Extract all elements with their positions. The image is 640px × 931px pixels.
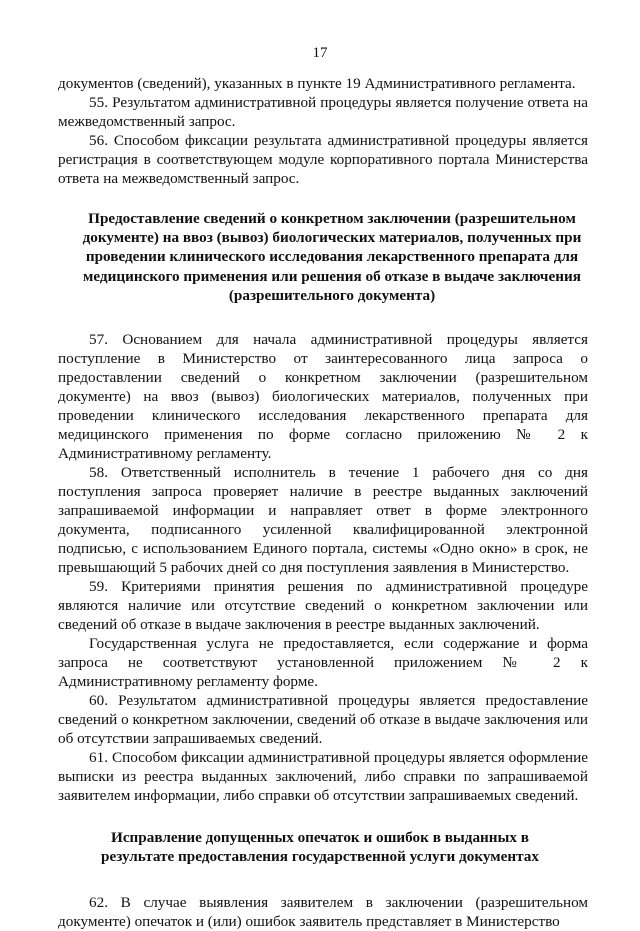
paragraph-59-continued: Государственная услуга не предоставляется, если содержание и форма запроса не соответствуют установленной приложением № 2 к Административному регламенту форме. [58,635,588,691]
section-heading-information: Предоставление сведений о конкретном заключении (разрешительном документе) на ввоз (вывоз) биологических материалов, полученных при проведении клинического исследования лекарственного препарата для медицинского применения или решения об отказе в выдаче заключения (разрешительного документа) [82,210,582,304]
paragraph-60: 60. Результатом административной процедуры является предоставление сведений о конкретном заключении, сведений об отказе в выдаче заключения или об отсутствии запрашиваемых сведений. [58,692,588,748]
paragraph-intro: документов (сведений), указанных в пункте 19 Административного регламента. [58,75,576,92]
section-heading-corrections: Исправление допущенных опечаток и ошибок в выданных в результате предоставления государственной услуги документах [101,829,539,866]
paragraph-59: 59. Критериями принятия решения по административной процедуре являются наличие или отсутствие сведений о конкретном заключении или сведений об отказе в выдаче заключения в реестре выданных заключений. [58,578,588,634]
paragraph-55: 55. Результатом административной процедуры является получение ответа на межведомственный запрос. [58,94,588,130]
paragraph-58: 58. Ответственный исполнитель в течение 1 рабочего дня со дня поступления запроса проверяет наличие в реестре выданных заключений запрашиваемой информации и направляет ответ в форме электронного документа, подписанного усиленной квалифицированной электронной подписью, с использованием Единого портала, системы «Одно окно» в срок, не превышающий 5 рабочих дней со дня поступления заявления в Министерство. [58,464,588,577]
paragraph-62: 62. В случае выявления заявителем в заключении (разрешительном документе) опечаток и (или) ошибок заявитель представляет в Министерство [58,894,588,931]
paragraph-56: 56. Способом фиксации результата административной процедуры является регистрация в соответствующем модуле корпоративного портала Министерства ответа на межведомственный запрос. [58,132,588,187]
paragraph-57: 57. Основанием для начала административной процедуры является поступление в Министерство от заинтересованного лица запроса о предоставлении сведений о конкретном заключении (разрешительном документе) на ввоз (вывоз) биологических материалов, полученных при проведении клинического исследования лекарственного препарата для медицинского применения по форме согласно приложению № 2 к Административному регламенту. [58,331,588,463]
page-number: 17 [312,45,328,61]
document-body [58,74,588,931]
paragraph-61: 61. Способом фиксации административной процедуры является оформление выписки из реестра выданных заключений, либо справки по запрашиваемой заявителем информации, либо справки об отсутствии запрашиваемых сведений. [58,749,588,805]
